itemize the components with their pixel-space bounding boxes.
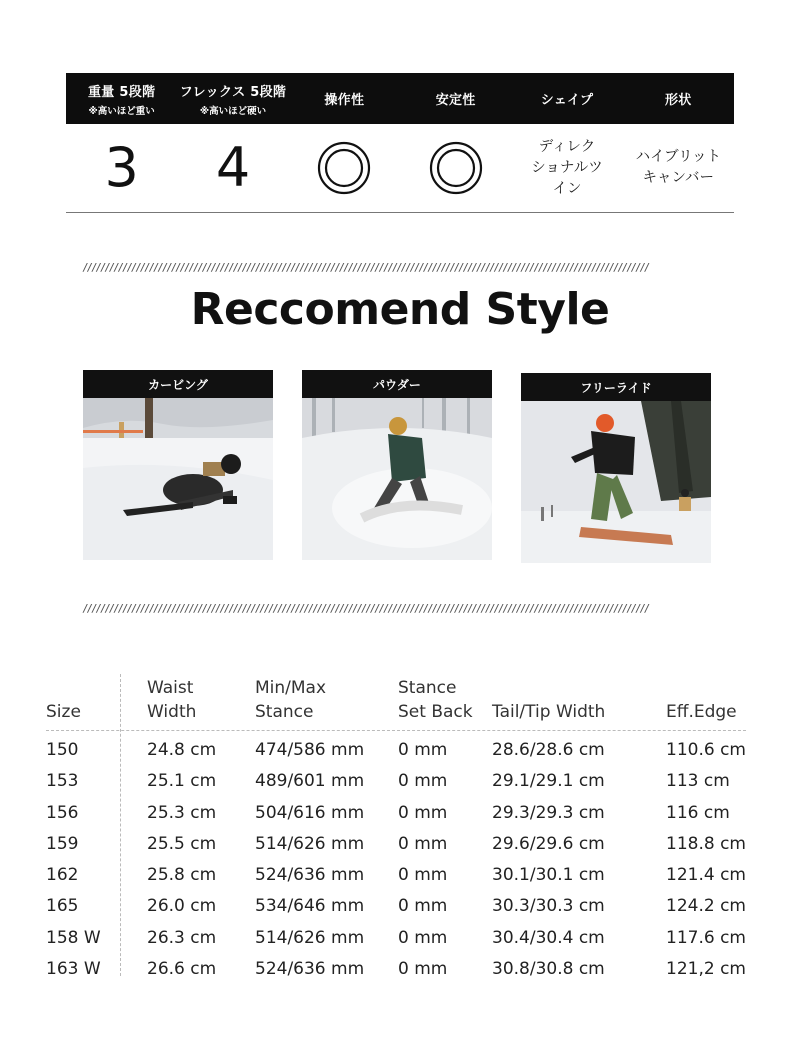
spec-header-weight <box>66 73 177 124</box>
spec-header-label: 安定性 <box>435 93 476 108</box>
shape-value: ディレク ショナルツ イン <box>531 138 603 197</box>
cell-setback: 0 mm <box>398 959 448 980</box>
cell-size: 158 W <box>46 927 101 948</box>
cell-tailtip: 30.4/30.4 cm <box>492 927 605 948</box>
cell-tailtip: 30.1/30.1 cm <box>492 865 605 886</box>
cell-tailtip: 28.6/28.6 cm <box>492 740 605 760</box>
cell-stance: 534/646 mm <box>255 896 365 917</box>
cell-edge: 124.2 cm <box>666 896 746 917</box>
table-row <box>46 734 766 765</box>
spec-cell-handling <box>289 124 400 212</box>
cell-size: 153 <box>46 771 79 792</box>
cell-waist: 25.8 cm <box>147 865 217 886</box>
cell-stance: 514/626 mm <box>255 927 365 948</box>
cell-tailtip: 30.3/30.3 cm <box>492 896 605 917</box>
table-row <box>46 890 766 921</box>
header-rule <box>46 730 746 731</box>
style-card-freeride <box>521 373 711 563</box>
cell-setback: 0 mm <box>398 896 448 917</box>
cell-setback: 0 mm <box>398 740 448 760</box>
cell-edge: 121,2 cm <box>666 959 746 980</box>
cell-edge: 121.4 cm <box>666 865 746 886</box>
cell-waist: 24.8 cm <box>147 740 217 760</box>
cell-edge: 113 cm <box>666 771 730 792</box>
spec-header-note: ※高いほど重い <box>88 105 155 117</box>
cell-size: 163 W <box>46 959 101 980</box>
weight-value: 3 <box>104 136 139 199</box>
cell-edge: 116 cm <box>666 802 730 823</box>
spec-header-shape <box>511 73 622 124</box>
spec-header-stability <box>400 73 511 124</box>
header-waist: Waist Width <box>147 678 197 722</box>
cell-waist: 26.0 cm <box>147 896 217 917</box>
cell-waist: 25.5 cm <box>147 833 217 854</box>
header-setback: Stance Set Back <box>398 678 473 722</box>
powder-photo <box>302 398 492 560</box>
spec-cell-profile <box>623 124 734 212</box>
cell-tailtip: 30.8/30.8 cm <box>492 959 605 980</box>
flex-value: 4 <box>215 136 251 199</box>
slash-separator: //////////////////////////////////////////////////////////////////////////////////////////////////////////////////////////////// <box>82 262 649 274</box>
table-row <box>46 953 766 984</box>
spec-header-profile <box>623 73 734 124</box>
cell-waist: 25.3 cm <box>147 802 217 823</box>
style-card-carving <box>83 370 273 560</box>
spec-cell-flex <box>177 124 288 212</box>
slash-separator: //////////////////////////////////////////////////////////////////////////////////////////////////////////////////////////////// <box>82 603 649 615</box>
cell-waist: 26.6 cm <box>147 959 217 980</box>
cell-setback: 0 mm <box>398 927 448 948</box>
style-card-powder <box>302 370 492 560</box>
cell-size: 156 <box>46 802 79 823</box>
spec-header-handling <box>289 73 400 124</box>
cell-stance: 514/626 mm <box>255 833 365 854</box>
cell-waist: 26.3 cm <box>147 927 217 948</box>
section-title: Reccomend Style <box>190 284 610 335</box>
spec-cell-shape <box>511 124 622 212</box>
header-stance: Min/Max Stance <box>255 678 327 722</box>
carving-photo <box>83 398 273 560</box>
table-row <box>46 859 766 890</box>
cell-stance: 474/586 mm <box>255 740 365 760</box>
spec-cell-stability <box>400 124 511 212</box>
cell-stance: 504/616 mm <box>255 802 365 823</box>
spec-header-note: ※高いほど硬い <box>199 105 267 117</box>
cell-waist: 25.1 cm <box>147 771 217 792</box>
spec-header-row <box>66 73 734 124</box>
double-circle-icon <box>428 140 484 196</box>
table-row <box>46 765 766 796</box>
spec-header-label: フレックス 5段階 <box>179 84 287 100</box>
header-size: Size <box>46 702 81 722</box>
cell-tailtip: 29.6/29.6 cm <box>492 833 605 854</box>
header-edge: Eff.Edge <box>666 702 737 722</box>
spec-header-flex <box>177 73 288 124</box>
size-table <box>46 674 766 980</box>
cell-edge: 118.8 cm <box>666 833 746 854</box>
profile-value: ハイブリット キャンバー <box>635 149 721 186</box>
cell-edge: 110.6 cm <box>666 740 746 760</box>
spec-header-label: シェイプ <box>540 93 594 108</box>
cell-size: 150 <box>46 740 79 760</box>
spec-value-row <box>66 124 734 213</box>
spec-header-label: 重量 5段階 <box>87 84 156 100</box>
cell-stance: 524/636 mm <box>255 959 365 980</box>
table-row <box>46 797 766 828</box>
style-card-label: カービング <box>83 370 273 398</box>
size-table-body <box>46 734 766 984</box>
style-card-label: パウダー <box>302 370 492 398</box>
spec-header-label: 操作性 <box>324 93 365 108</box>
table-row <box>46 922 766 953</box>
cell-setback: 0 mm <box>398 865 448 886</box>
spec-header-label: 形状 <box>665 93 692 108</box>
cell-tailtip: 29.3/29.3 cm <box>492 802 605 823</box>
cell-edge: 117.6 cm <box>666 927 746 948</box>
cell-stance: 489/601 mm <box>255 771 365 792</box>
cell-tailtip: 29.1/29.1 cm <box>492 771 605 792</box>
cell-size: 165 <box>46 896 79 917</box>
cell-size: 162 <box>46 865 79 886</box>
cell-size: 159 <box>46 833 79 854</box>
table-row <box>46 828 766 859</box>
cell-stance: 524/636 mm <box>255 865 365 886</box>
freeride-photo <box>521 401 711 563</box>
header-tailtip: Tail/Tip Width <box>492 702 606 722</box>
double-circle-icon <box>316 140 372 196</box>
cell-setback: 0 mm <box>398 771 448 792</box>
cell-setback: 0 mm <box>398 833 448 854</box>
style-card-label: フリーライド <box>521 373 711 401</box>
cell-setback: 0 mm <box>398 802 448 823</box>
spec-cell-weight <box>66 124 177 212</box>
spec-table <box>66 73 734 213</box>
size-table-header <box>46 674 766 724</box>
